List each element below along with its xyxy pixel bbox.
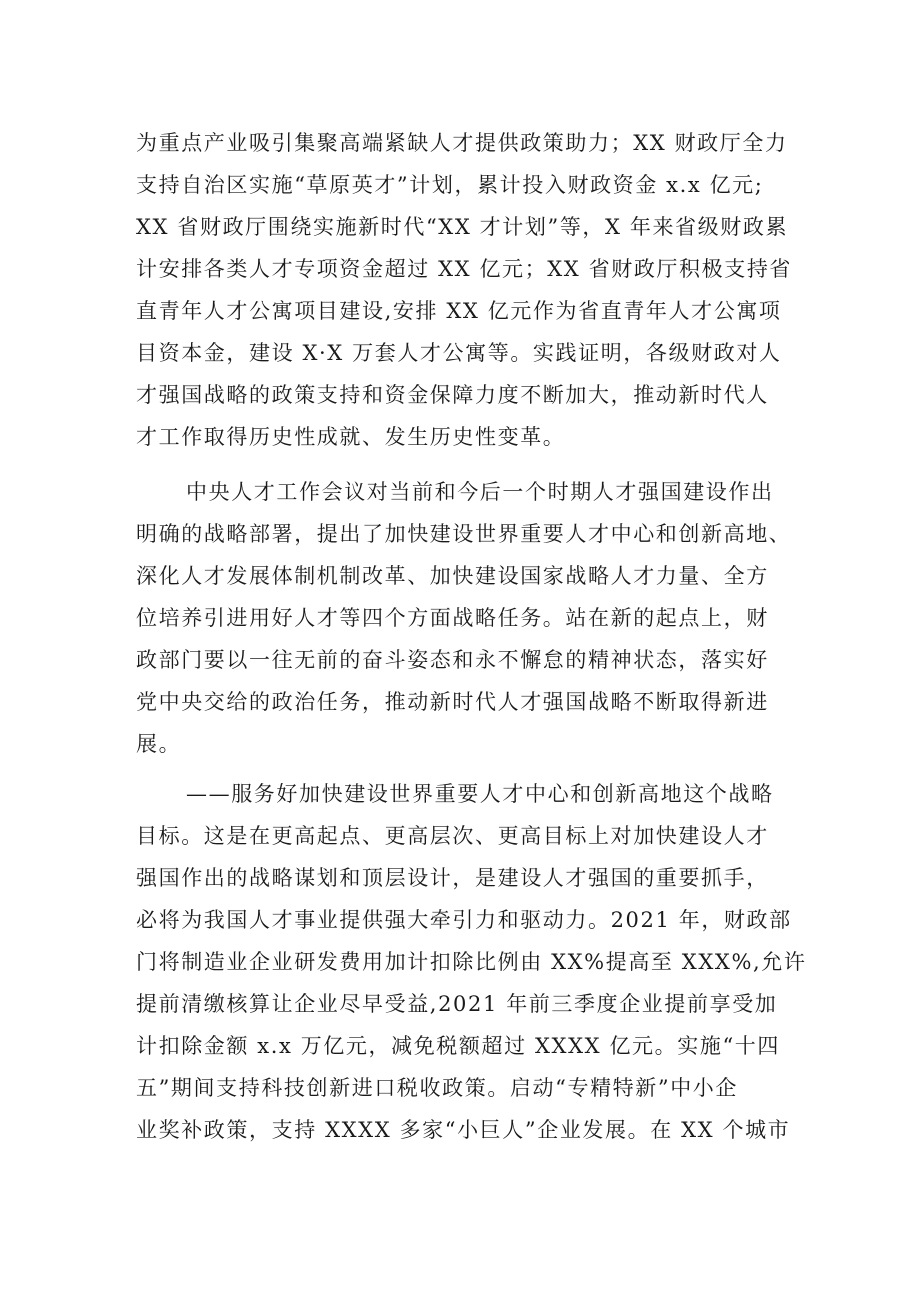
- text-line: 支持自治区实施“草原英才”计划，累计投入财政资金 x.x 亿元;: [136, 173, 764, 197]
- text-line: 目资本金，建设 X·X 万套人才公寓等。实践证明，各级财政对人: [136, 341, 782, 365]
- text-line: XX 省财政厅围绕实施新时代“XX 才计划”等，X 年来省级财政累: [136, 215, 789, 239]
- text-line: 门将制造业企业研发费用加计扣除比例由 XX%提高至 XXX%,允许: [136, 950, 807, 974]
- text-line: 计安排各类人才专项资金超过 XX 亿元；XX 省财政厅积极支持省: [136, 257, 793, 281]
- text-line: 业奖补政策，支持 XXXX 多家“小巨人”企业发展。在 XX 个城市: [136, 1118, 791, 1142]
- text-line: 位培养引进用好人才等四个方面战略任务。站在新的起点上，财: [136, 606, 769, 630]
- text-line: 才工作取得历史性成就、发生历史性变革。: [136, 425, 566, 449]
- paragraph-first-line: ——服务好加快建设世界重要人才中心和创新高地这个战略: [186, 782, 774, 806]
- text-line: 目标。这是在更高起点、更高层次、更高目标上对加快建设人才: [136, 824, 769, 848]
- text-line: 提前清缴核算让企业尽早受益,2021 年前三季度企业提前享受加: [136, 992, 778, 1016]
- text-line: 展。: [136, 732, 182, 756]
- text-line: 党中央交给的政治任务，推动新时代人才强国战略不断取得新进: [136, 690, 769, 714]
- text-line: 计扣除金额 x.x 万亿元，减免税额超过 XXXX 亿元。实施“十四: [136, 1034, 780, 1058]
- text-line: 才强国战略的政策支持和资金保障力度不断加大，推动新时代人: [136, 383, 769, 407]
- paragraph-first-line: 中央人才工作会议对当前和今后一个时期人才强国建设作出: [186, 480, 774, 504]
- text-line: 五”期间支持科技创新进口税收政策。启动“专精特新”中小企: [136, 1076, 739, 1100]
- text-line: 必将为我国人才事业提供强大牵引力和驱动力。2021 年，财政部: [136, 908, 792, 932]
- text-line: 直青年人才公寓项目建设,安排 XX 亿元作为省直青年人才公寓项: [136, 299, 782, 323]
- text-line: 明确的战略部署，提出了加快建设世界重要人才中心和创新高地、: [136, 522, 792, 546]
- text-line: 为重点产业吸引集聚高端紧缺人才提供政策助力；XX 财政厅全力: [136, 131, 788, 155]
- text-line: 深化人才发展体制机制改革、加快建设国家战略人才力量、全方: [136, 564, 769, 588]
- text-line: 政部门要以一往无前的奋斗姿态和永不懈怠的精神状态，落实好: [136, 648, 769, 672]
- text-line: 强国作出的战略谋划和顶层设计，是建设人才强国的重要抓手，: [136, 866, 769, 890]
